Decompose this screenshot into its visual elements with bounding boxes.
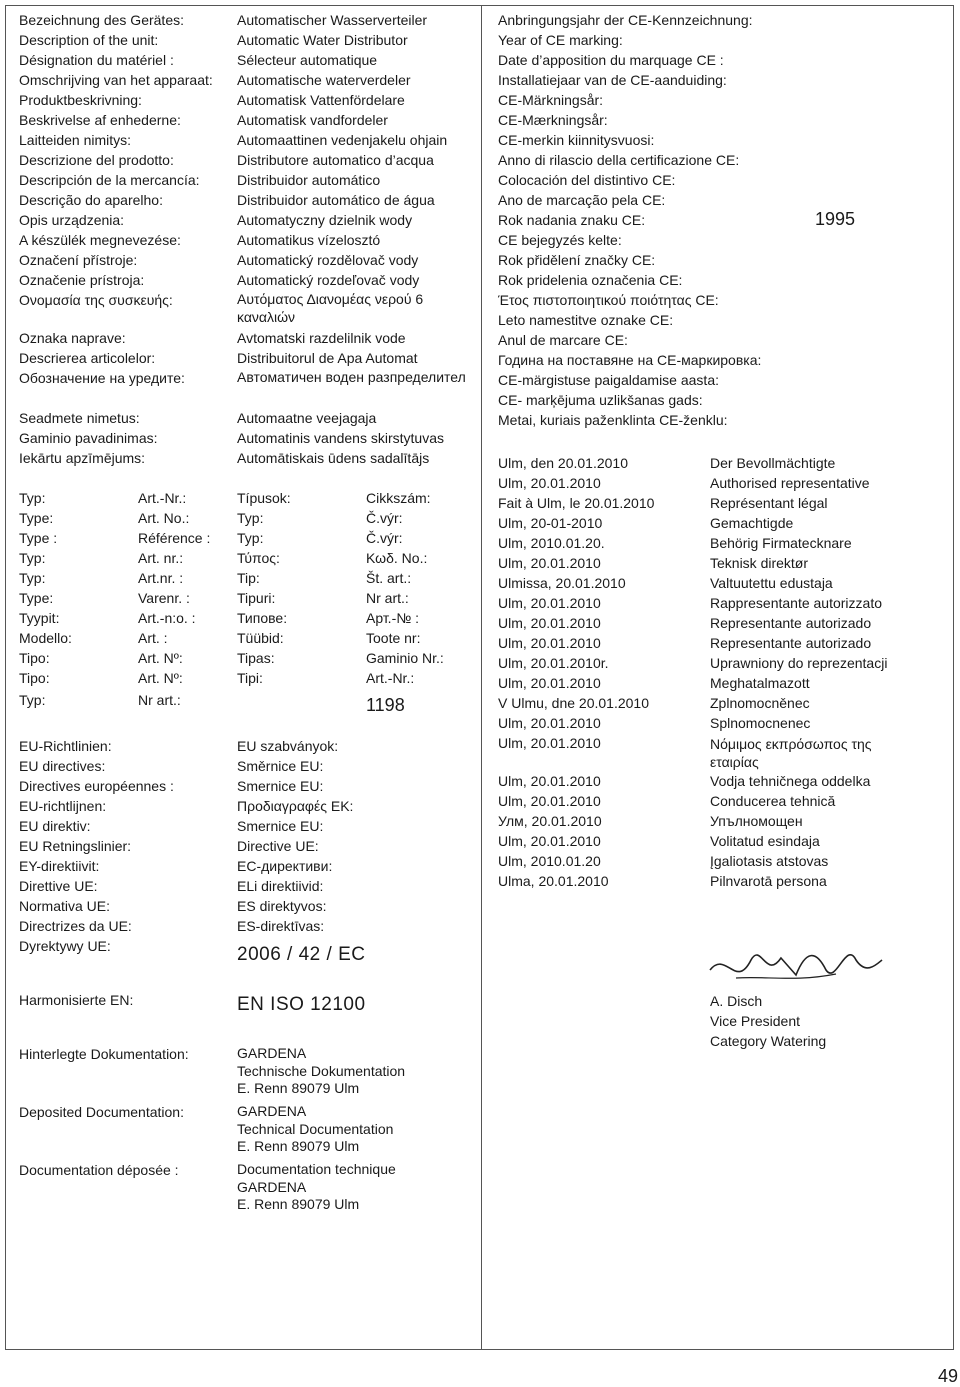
ce-marking-label: CE-Mærkningsår: bbox=[498, 112, 608, 128]
documentation-line: Documentation technique bbox=[237, 1161, 396, 1177]
article-label: Č.výr: bbox=[366, 510, 403, 526]
directive-label: Direttive UE: bbox=[19, 878, 98, 894]
article-label: Art.-n:o. : bbox=[138, 610, 196, 626]
unit-value: Автоматичен воден разпределител bbox=[237, 369, 466, 385]
signatory-department: Category Watering bbox=[710, 1033, 827, 1049]
representative-title: Conducerea tehnică bbox=[710, 793, 836, 809]
unit-value: Automatyczny dzielnik wody bbox=[237, 212, 413, 228]
place-date: Ulm, 20.01.2010 bbox=[498, 635, 601, 651]
directive-label: Smernice EU: bbox=[237, 778, 324, 794]
type-label: Modello: bbox=[19, 630, 72, 646]
unit-value: Automātiskais ūdens sadalītājs bbox=[237, 450, 430, 466]
representative-title: Νόμιμος εκπρόσωπος της εταιρίας bbox=[710, 736, 872, 770]
directive-label: EU Retningslinier: bbox=[19, 838, 132, 854]
ce-marking-year: 1995 bbox=[815, 209, 856, 229]
place-date: Ulma, 20.01.2010 bbox=[498, 873, 609, 889]
representative-title: Représentant légal bbox=[710, 495, 828, 511]
documentation-line: GARDENA bbox=[237, 1103, 307, 1119]
directive-label: Directive UE: bbox=[237, 838, 319, 854]
documentation-label: Hinterlegte Dokumentation: bbox=[19, 1046, 189, 1062]
article-label: Art. nr.: bbox=[138, 550, 184, 566]
signatory-name: A. Disch bbox=[710, 993, 763, 1009]
unit-value: Distribuidor automático bbox=[237, 172, 381, 188]
ce-marking-label: Anno di rilascio della certificazione CE: bbox=[498, 152, 740, 168]
representative-title: Representante autorizado bbox=[710, 635, 872, 651]
article-label: Nr art.: bbox=[366, 590, 409, 606]
documentation-label: Documentation déposée : bbox=[19, 1162, 179, 1178]
article-label: Č.výr: bbox=[366, 530, 403, 546]
directive-label: Dyrektywy UE: bbox=[19, 938, 111, 954]
article-label: Gaminio Nr.: bbox=[366, 650, 444, 666]
ce-marking-label: Colocación del distintivo CE: bbox=[498, 172, 676, 188]
unit-value: Automatický rozdeľovač vody bbox=[237, 272, 420, 288]
place-date: Ulm, 20.01.2010 bbox=[498, 735, 601, 751]
type-label: Típusok: bbox=[237, 490, 291, 506]
unit-label: Produktbeskrivning: bbox=[19, 92, 142, 108]
ce-marking-label: Anul de marcare CE: bbox=[498, 332, 628, 348]
place-date: Ulm, 20.01.2010 bbox=[498, 833, 601, 849]
representative-title: Der Bevollmächtigte bbox=[710, 455, 836, 471]
unit-label: A készülék megnevezése: bbox=[19, 232, 181, 248]
unit-value: Automatinis vandens skirstytuvas bbox=[237, 430, 444, 446]
unit-label: Omschrijving van het apparaat: bbox=[19, 72, 213, 88]
place-date: Ulmissa, 20.01.2010 bbox=[498, 575, 626, 591]
article-label: Št. art.: bbox=[366, 570, 412, 586]
directive-label: EY-direktiivit: bbox=[19, 858, 100, 874]
article-label: Art. : bbox=[138, 630, 168, 646]
place-date: Ulm, den 20.01.2010 bbox=[498, 455, 628, 471]
unit-label: Iekārtu apzīmējums: bbox=[19, 450, 146, 466]
representative-title: Valtuutettu edustaja bbox=[710, 575, 833, 591]
unit-label: Bezeichnung des Gerätes: bbox=[19, 12, 184, 28]
directive-label: Normativa UE: bbox=[19, 898, 111, 914]
directive-label: EU szabványok: bbox=[237, 738, 339, 754]
place-date: Ulm, 20-01-2010 bbox=[498, 515, 603, 531]
type-number: 1198 bbox=[366, 695, 405, 715]
unit-label: Descrizione del prodotto: bbox=[19, 152, 174, 168]
type-label: Τύπος: bbox=[237, 550, 280, 566]
type-label: Type : bbox=[19, 530, 58, 546]
place-date: Ulm, 20.01.2010 bbox=[498, 475, 601, 491]
ce-marking-label: Έτος πιστοποιητικού ποιότητας CE: bbox=[498, 292, 719, 308]
directive-label: ES direktyvos: bbox=[237, 898, 327, 914]
unit-value: Distribuidor automático de água bbox=[237, 192, 435, 208]
article-label: Cikkszám: bbox=[366, 490, 431, 506]
harmonised-label: Harmonisierte EN: bbox=[19, 992, 134, 1008]
ce-marking-label: CE-märgistuse paigaldamise aasta: bbox=[498, 372, 719, 388]
documentation-line: GARDENA bbox=[237, 1178, 307, 1195]
documentation-line: E. Renn 89079 Ulm bbox=[237, 1196, 360, 1212]
documentation-line: E. Renn 89079 Ulm bbox=[237, 1138, 360, 1154]
directive-label: EU direktiv: bbox=[19, 818, 91, 834]
ce-marking-label: CE-Märkningsår: bbox=[498, 92, 604, 108]
representative-title: Teknisk direktør bbox=[710, 555, 809, 571]
unit-value: Automatic Water Distributor bbox=[237, 32, 408, 48]
representative-title: Uprawniony do reprezentacji bbox=[710, 655, 888, 671]
place-date: Ulm, 20.01.2010r. bbox=[498, 655, 609, 671]
unit-value: Automaattinen vedenjakelu ohjain bbox=[237, 132, 448, 148]
ce-marking-label: Leto namestitve oznake CE: bbox=[498, 312, 674, 328]
unit-label: Descripción de la mercancía: bbox=[19, 172, 200, 188]
directive-label: ЕС-директиви: bbox=[237, 858, 333, 874]
directive-label: EU-richtlijnen: bbox=[19, 798, 107, 814]
unit-label: Ονομασία της συσκευής: bbox=[19, 292, 173, 308]
place-date: Ulm, 20.01.2010 bbox=[498, 715, 601, 731]
type-label: Tipo: bbox=[19, 650, 50, 666]
unit-label: Beskrivelse af enhederne: bbox=[19, 112, 181, 128]
directive-label: Smernice EU: bbox=[237, 818, 324, 834]
unit-label: Descrierea articolelor: bbox=[19, 350, 156, 366]
place-date: V Ulmu, dne 20.01.2010 bbox=[498, 695, 649, 711]
article-label: Nr art.: bbox=[138, 692, 181, 708]
harmonised-value: EN ISO 12100 bbox=[237, 994, 366, 1015]
unit-label: Description of the unit: bbox=[19, 32, 159, 48]
representative-title: Vodja tehničnega oddelka bbox=[710, 773, 871, 789]
place-date: Ulm, 20.01.2010 bbox=[498, 555, 601, 571]
ce-marking-label: CE-merkin kiinnitysvuosi: bbox=[498, 132, 655, 148]
type-label: Typ: bbox=[19, 490, 46, 506]
unit-value: Automatisk Vattenfördelare bbox=[237, 92, 405, 108]
unit-value: Avtomatski razdelilnik vode bbox=[237, 330, 406, 346]
representative-title: Įgaliotasis atstovas bbox=[710, 853, 829, 869]
ce-marking-label: Anbringungsjahr der CE-Kennzeichnung: bbox=[498, 12, 753, 28]
representative-title: Splnomocnenec bbox=[710, 715, 811, 731]
type-label: Tipuri: bbox=[237, 590, 276, 606]
documentation-label: Deposited Documentation: bbox=[19, 1104, 184, 1120]
unit-value: Distribuitorul de Apa Automat bbox=[237, 350, 418, 366]
type-label: Tip: bbox=[237, 570, 260, 586]
representative-title: Representante autorizado bbox=[710, 615, 872, 631]
type-label: Typ: bbox=[19, 692, 46, 708]
unit-label: Gaminio pavadinimas: bbox=[19, 430, 158, 446]
signature bbox=[706, 930, 886, 1000]
unit-value: Sélecteur automatique bbox=[237, 52, 378, 68]
ce-marking-label: CE- marķējuma uzlikšanas gads: bbox=[498, 392, 703, 408]
documentation-line: E. Renn 89079 Ulm bbox=[237, 1080, 360, 1096]
type-label: Tipas: bbox=[237, 650, 275, 666]
representative-title: Упълномощен bbox=[710, 813, 803, 829]
unit-value: Automatischer Wasserverteiler bbox=[237, 12, 428, 28]
directive-label: Directrizes da UE: bbox=[19, 918, 132, 934]
representative-title: Authorised representative bbox=[710, 475, 870, 491]
representative-title: Behörig Firmatecknare bbox=[710, 535, 852, 551]
place-date: Ulm, 20.01.2010 bbox=[498, 595, 601, 611]
place-date: Fait à Ulm, le 20.01.2010 bbox=[498, 495, 655, 511]
unit-label: Označenie prístroja: bbox=[19, 272, 145, 288]
unit-label: Descrição do aparelho: bbox=[19, 192, 163, 208]
unit-value: Automatický rozdělovač vody bbox=[237, 252, 419, 268]
unit-label: Oznaka naprave: bbox=[19, 330, 126, 346]
place-date: Ulm, 2010.01.20 bbox=[498, 853, 601, 869]
unit-label: Seadmete nimetus: bbox=[19, 410, 140, 426]
article-label: Art.nr. : bbox=[138, 570, 184, 586]
place-date: Ulm, 20.01.2010 bbox=[498, 773, 601, 789]
unit-value: Automatische waterverdeler bbox=[237, 72, 411, 88]
article-label: Varenr. : bbox=[138, 590, 190, 606]
directive-label: ELi direktiivid: bbox=[237, 878, 324, 894]
article-label: Art. Nº: bbox=[138, 670, 183, 686]
representative-title: Pilnvarotā persona bbox=[710, 873, 827, 889]
ce-marking-label: Rok přidělení značky CE: bbox=[498, 252, 656, 268]
place-date: Ulm, 2010.01.20. bbox=[498, 535, 605, 551]
type-label: Type: bbox=[19, 510, 54, 526]
directive-label: ES-direktīvas: bbox=[237, 918, 325, 934]
type-label: Typ: bbox=[237, 510, 264, 526]
type-label: Typ: bbox=[237, 530, 264, 546]
ce-marking-label: Година на поставяне на CE-маркировка: bbox=[498, 352, 762, 368]
article-label: Toote nr: bbox=[366, 630, 421, 646]
representative-title: Gemachtigde bbox=[710, 515, 794, 531]
directive-value: 2006 / 42 / EC bbox=[237, 944, 366, 965]
directive-label: EU-Richtlinien: bbox=[19, 738, 112, 754]
type-label: Tyypit: bbox=[19, 610, 60, 626]
article-label: Art.-Nr.: bbox=[366, 670, 415, 686]
unit-label: Обозначение на уредите: bbox=[19, 370, 185, 386]
place-date: Ulm, 20.01.2010 bbox=[498, 675, 601, 691]
article-label: Référence : bbox=[138, 530, 211, 546]
ce-marking-label: Rok pridelenia označenia CE: bbox=[498, 272, 683, 288]
ce-marking-label: Rok nadania znaku CE: bbox=[498, 212, 646, 228]
place-date: Ulm, 20.01.2010 bbox=[498, 615, 601, 631]
ce-marking-label: CE bejegyzés kelte: bbox=[498, 232, 622, 248]
unit-value: Automatisk vandfordeler bbox=[237, 112, 388, 128]
unit-value: Automatikus vízelosztó bbox=[237, 232, 381, 248]
article-label: Art. No.: bbox=[138, 510, 190, 526]
article-label: Κωδ. No.: bbox=[366, 550, 428, 566]
representative-title: Rappresentante autorizzato bbox=[710, 595, 882, 611]
documentation-line: Technische Dokumentation bbox=[237, 1062, 406, 1079]
unit-label: Opis urządzenia: bbox=[19, 212, 125, 228]
place-date: Ulm, 20.01.2010 bbox=[498, 793, 601, 809]
page-number: 49 bbox=[937, 1366, 958, 1386]
type-label: Типове: bbox=[237, 610, 288, 626]
unit-label: Označení přístroje: bbox=[19, 252, 138, 268]
representative-title: Volitatud esindaja bbox=[710, 833, 820, 849]
directive-label: Directives européennes : bbox=[19, 778, 174, 794]
directive-label: Směrnice EU: bbox=[237, 758, 324, 774]
article-label: Арт.-№ : bbox=[366, 610, 420, 626]
representative-title: Zplnomocněnec bbox=[710, 695, 810, 711]
representative-title: Meghatalmazott bbox=[710, 675, 810, 691]
type-label: Tipi: bbox=[237, 670, 263, 686]
article-label: Art.-Nr.: bbox=[138, 490, 187, 506]
ce-marking-label: Installatiejaar van de CE-aanduiding: bbox=[498, 72, 727, 88]
ce-marking-label: Metai, kuriais paženklinta CE-ženklu: bbox=[498, 412, 728, 428]
type-label: Typ: bbox=[19, 570, 46, 586]
place-date: Улм, 20.01.2010 bbox=[498, 813, 602, 829]
type-label: Tipo: bbox=[19, 670, 50, 686]
ce-marking-label: Date d’apposition du marquage CE : bbox=[498, 52, 724, 68]
type-label: Typ: bbox=[19, 550, 46, 566]
ce-marking-label: Ano de marcação pela CE: bbox=[498, 192, 666, 208]
signatory-title: Vice President bbox=[710, 1013, 801, 1029]
unit-label: Laitteiden nimitys: bbox=[19, 132, 132, 148]
type-label: Type: bbox=[19, 590, 54, 606]
unit-value: Distributore automatico d’acqua bbox=[237, 152, 434, 168]
documentation-line: Technical Documentation bbox=[237, 1120, 394, 1137]
article-label: Art. Nº: bbox=[138, 650, 183, 666]
unit-value: Αυτόματος Διανομέας νερού 6 καναλιών bbox=[237, 291, 424, 325]
unit-value: Automaatne veejagaja bbox=[237, 410, 377, 426]
documentation-line: GARDENA bbox=[237, 1045, 307, 1061]
directive-label: EU directives: bbox=[19, 758, 106, 774]
directive-label: Προδιαγραφές ΕΚ: bbox=[237, 798, 354, 814]
unit-label: Désignation du matériel : bbox=[19, 52, 174, 68]
type-label: Tüübid: bbox=[237, 630, 284, 646]
ce-marking-label: Year of CE marking: bbox=[498, 32, 623, 48]
column-divider bbox=[481, 5, 482, 1350]
